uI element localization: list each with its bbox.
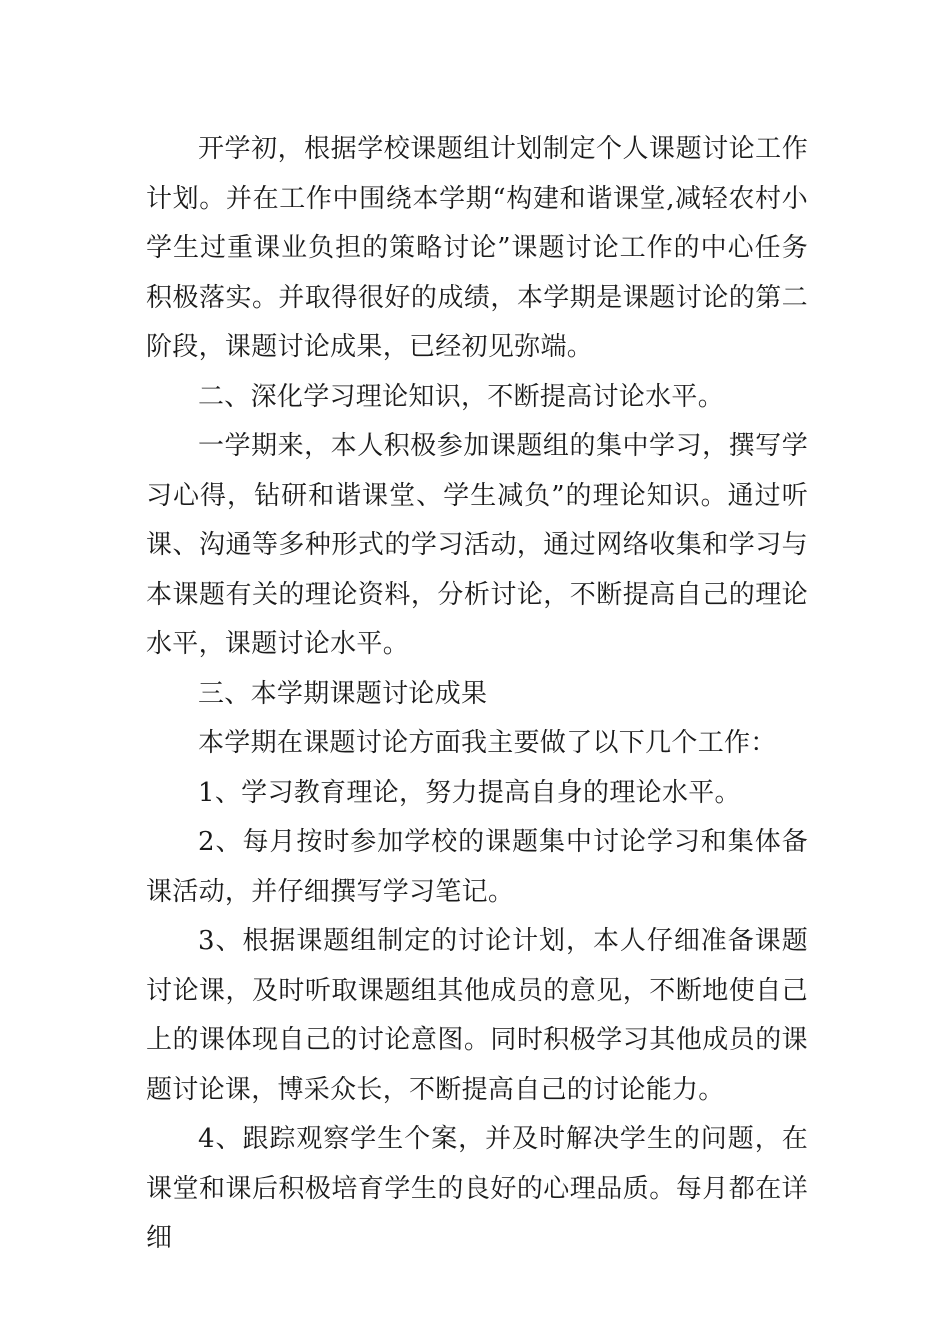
list-item-2: 2、每月按时参加学校的课题集中讨论学习和集体备课活动，并仔细撰写学习笔记。 — [146, 827, 808, 907]
list-item-4: 4、跟踪观察学生个案，并及时解决学生的问题，在课堂和课后积极培育学生的良好的心理品质。每月都在详细 — [146, 1124, 808, 1253]
paragraph-study: 一学期来，本人积极参加课题组的集中学习，撰写学习心得，钻研和谐课堂、学生减负”的理论知识。通过听课、沟通等多种形式的学习活动，通过网络收集和学习与本课题有关的理论资料，分析讨论，不断提高自己的理论水平，课题讨论水平。 — [146, 431, 808, 659]
section-heading-3: 三、本学期课题讨论成果 — [198, 678, 488, 709]
list-item-3: 3、根据课题组制定的讨论计划，本人仔细准备课题讨论课，及时听取课题组其他成员的意见，不断地使自己上的课体现自己的讨论意图。同时积极学习其他成员的课题讨论课，博采众长，不断提高自己的讨论能力。 — [146, 926, 808, 1105]
paragraph-work-summary: 本学期在课题讨论方面我主要做了以下几个工作： — [198, 728, 777, 758]
list-item-1: 1、学习教育理论，努力提高自身的理论水平。 — [198, 777, 741, 808]
paragraph-intro: 开学初，根据学校课题组计划制定个人课题讨论工作计划。并在工作中围绕本学期“构建和谐课堂,减轻农村小学生过重课业负担的策略讨论”课题讨论工作的中心任务积极落实。并取得很好的成绩，本学期是课题讨论的第二阶段，课题讨论成果，已经初见弥端。 — [146, 134, 808, 362]
section-heading-2: 二、深化学习理论知识，不断提高讨论水平。 — [198, 381, 725, 412]
document-body — [146, 125, 808, 1264]
